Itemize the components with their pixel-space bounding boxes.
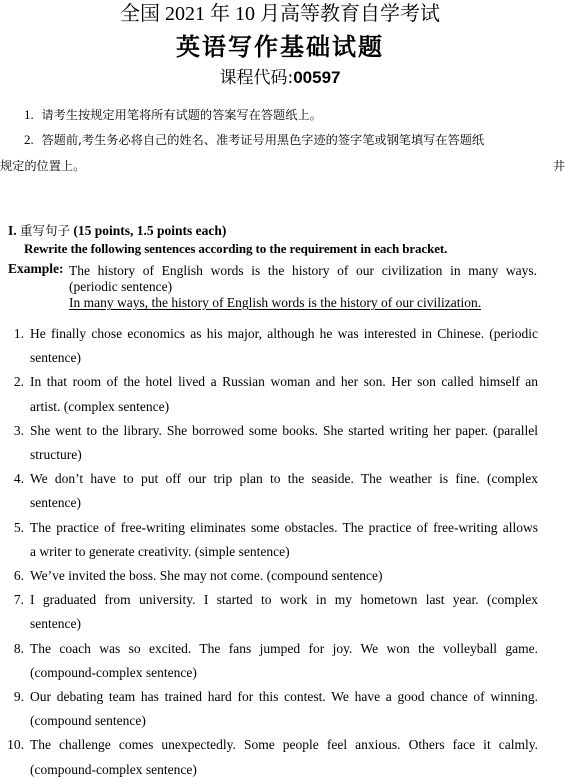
question-number: 1. — [13, 326, 24, 341]
question-text-line: (compound-complex sentence) — [30, 664, 197, 680]
question-text-line: sentence) — [30, 495, 81, 511]
question-number: 9. — [13, 689, 24, 704]
exam-title: 全国 2021 年 10 月高等教育自学考试 — [120, 3, 440, 25]
question-text-line: She went to the library. She borrowed some books. She started writing her paper. (parallel — [30, 422, 538, 438]
question-text-line: The practice of free-writing eliminates some obstacles. The practice of free-writing allows — [30, 519, 538, 535]
question-number: 8. — [13, 640, 24, 656]
example-requirement: (periodic sentence) — [69, 279, 173, 294]
question-text-line: In that room of the hotel lived a Russian woman and her son. Her son called himself an — [30, 374, 538, 390]
question-text-line: (compound sentence) — [30, 713, 146, 729]
question-number: 5. — [13, 519, 24, 535]
question-text-line: sentence) — [30, 616, 81, 632]
question-text-line: a writer to generate creativity. (simple sentence) — [30, 543, 290, 559]
section-instruction: Rewrite the following sentences according to the requirement in each bracket. — [24, 241, 448, 256]
notice-1 — [24, 106, 322, 124]
section-roman: I. — [8, 223, 17, 238]
question-number: 2. — [13, 374, 24, 390]
example-answer: In many ways, the history of English words is the history of our civilization. — [69, 295, 482, 310]
question-number: 4. — [13, 471, 24, 487]
question-text-line: We don’t have to put off our trip plan to the seaside. The weather is fine. (complex — [30, 471, 538, 487]
question-number: 6. — [13, 568, 24, 583]
question-number: 10. — [7, 737, 24, 753]
notice-2-continuation: 规定的位置上。 — [0, 159, 86, 173]
course-code-label: 课程代码: — [219, 68, 294, 88]
notice-number: 2. — [24, 132, 34, 147]
question-text-line: (compound-complex sentence) — [30, 761, 197, 777]
notice-text: 答题前,考生务必将自己的姓名、准考证号用黑色字迹的签字笔或钢笔填写在答题纸 — [41, 133, 485, 147]
section-title: 重写句子 — [20, 223, 71, 238]
question-text-line: artist. (complex sentence) — [30, 398, 170, 414]
section-heading — [8, 222, 226, 240]
notice-number: 1. — [24, 107, 34, 122]
example-original: The history of English words is the history of our civilization in many ways. — [69, 263, 537, 278]
question-text-line: He finally chose economics as his major, although he was interested in Chinese. (periodic — [30, 326, 538, 341]
subject-title: 英语写作基础试题 — [176, 33, 384, 61]
notice-text: 请考生按规定用笔将所有试题的答案写在答题纸上。 — [41, 108, 322, 122]
question-text-line: Our debating team has trained hard for this contest. We have a good chance of winning. — [30, 689, 538, 704]
question-number: 3. — [13, 422, 24, 438]
question-text-line: sentence) — [30, 350, 81, 366]
question-text-line: I graduated from university. I started to work in my hometown last year. (complex — [30, 592, 538, 608]
example-label: Example: — [8, 261, 64, 276]
notice-2 — [24, 131, 484, 149]
question-text-line: structure) — [30, 447, 82, 462]
question-text-line: The challenge comes unexpectedly. Some people feel anxious. Others face it calmly. — [30, 737, 538, 753]
edge-fragment: 井 — [553, 159, 565, 173]
section-points: (15 points, 1.5 points each) — [73, 223, 227, 238]
question-text-line: The coach was so excited. The fans jumped for joy. We won the volleyball game. — [30, 640, 538, 656]
question-number: 7. — [13, 592, 24, 608]
course-code — [0, 67, 560, 89]
course-code-value: 00597 — [293, 68, 341, 87]
question-text-line: We’ve invited the boss. She may not come. (compound sentence) — [30, 568, 383, 583]
